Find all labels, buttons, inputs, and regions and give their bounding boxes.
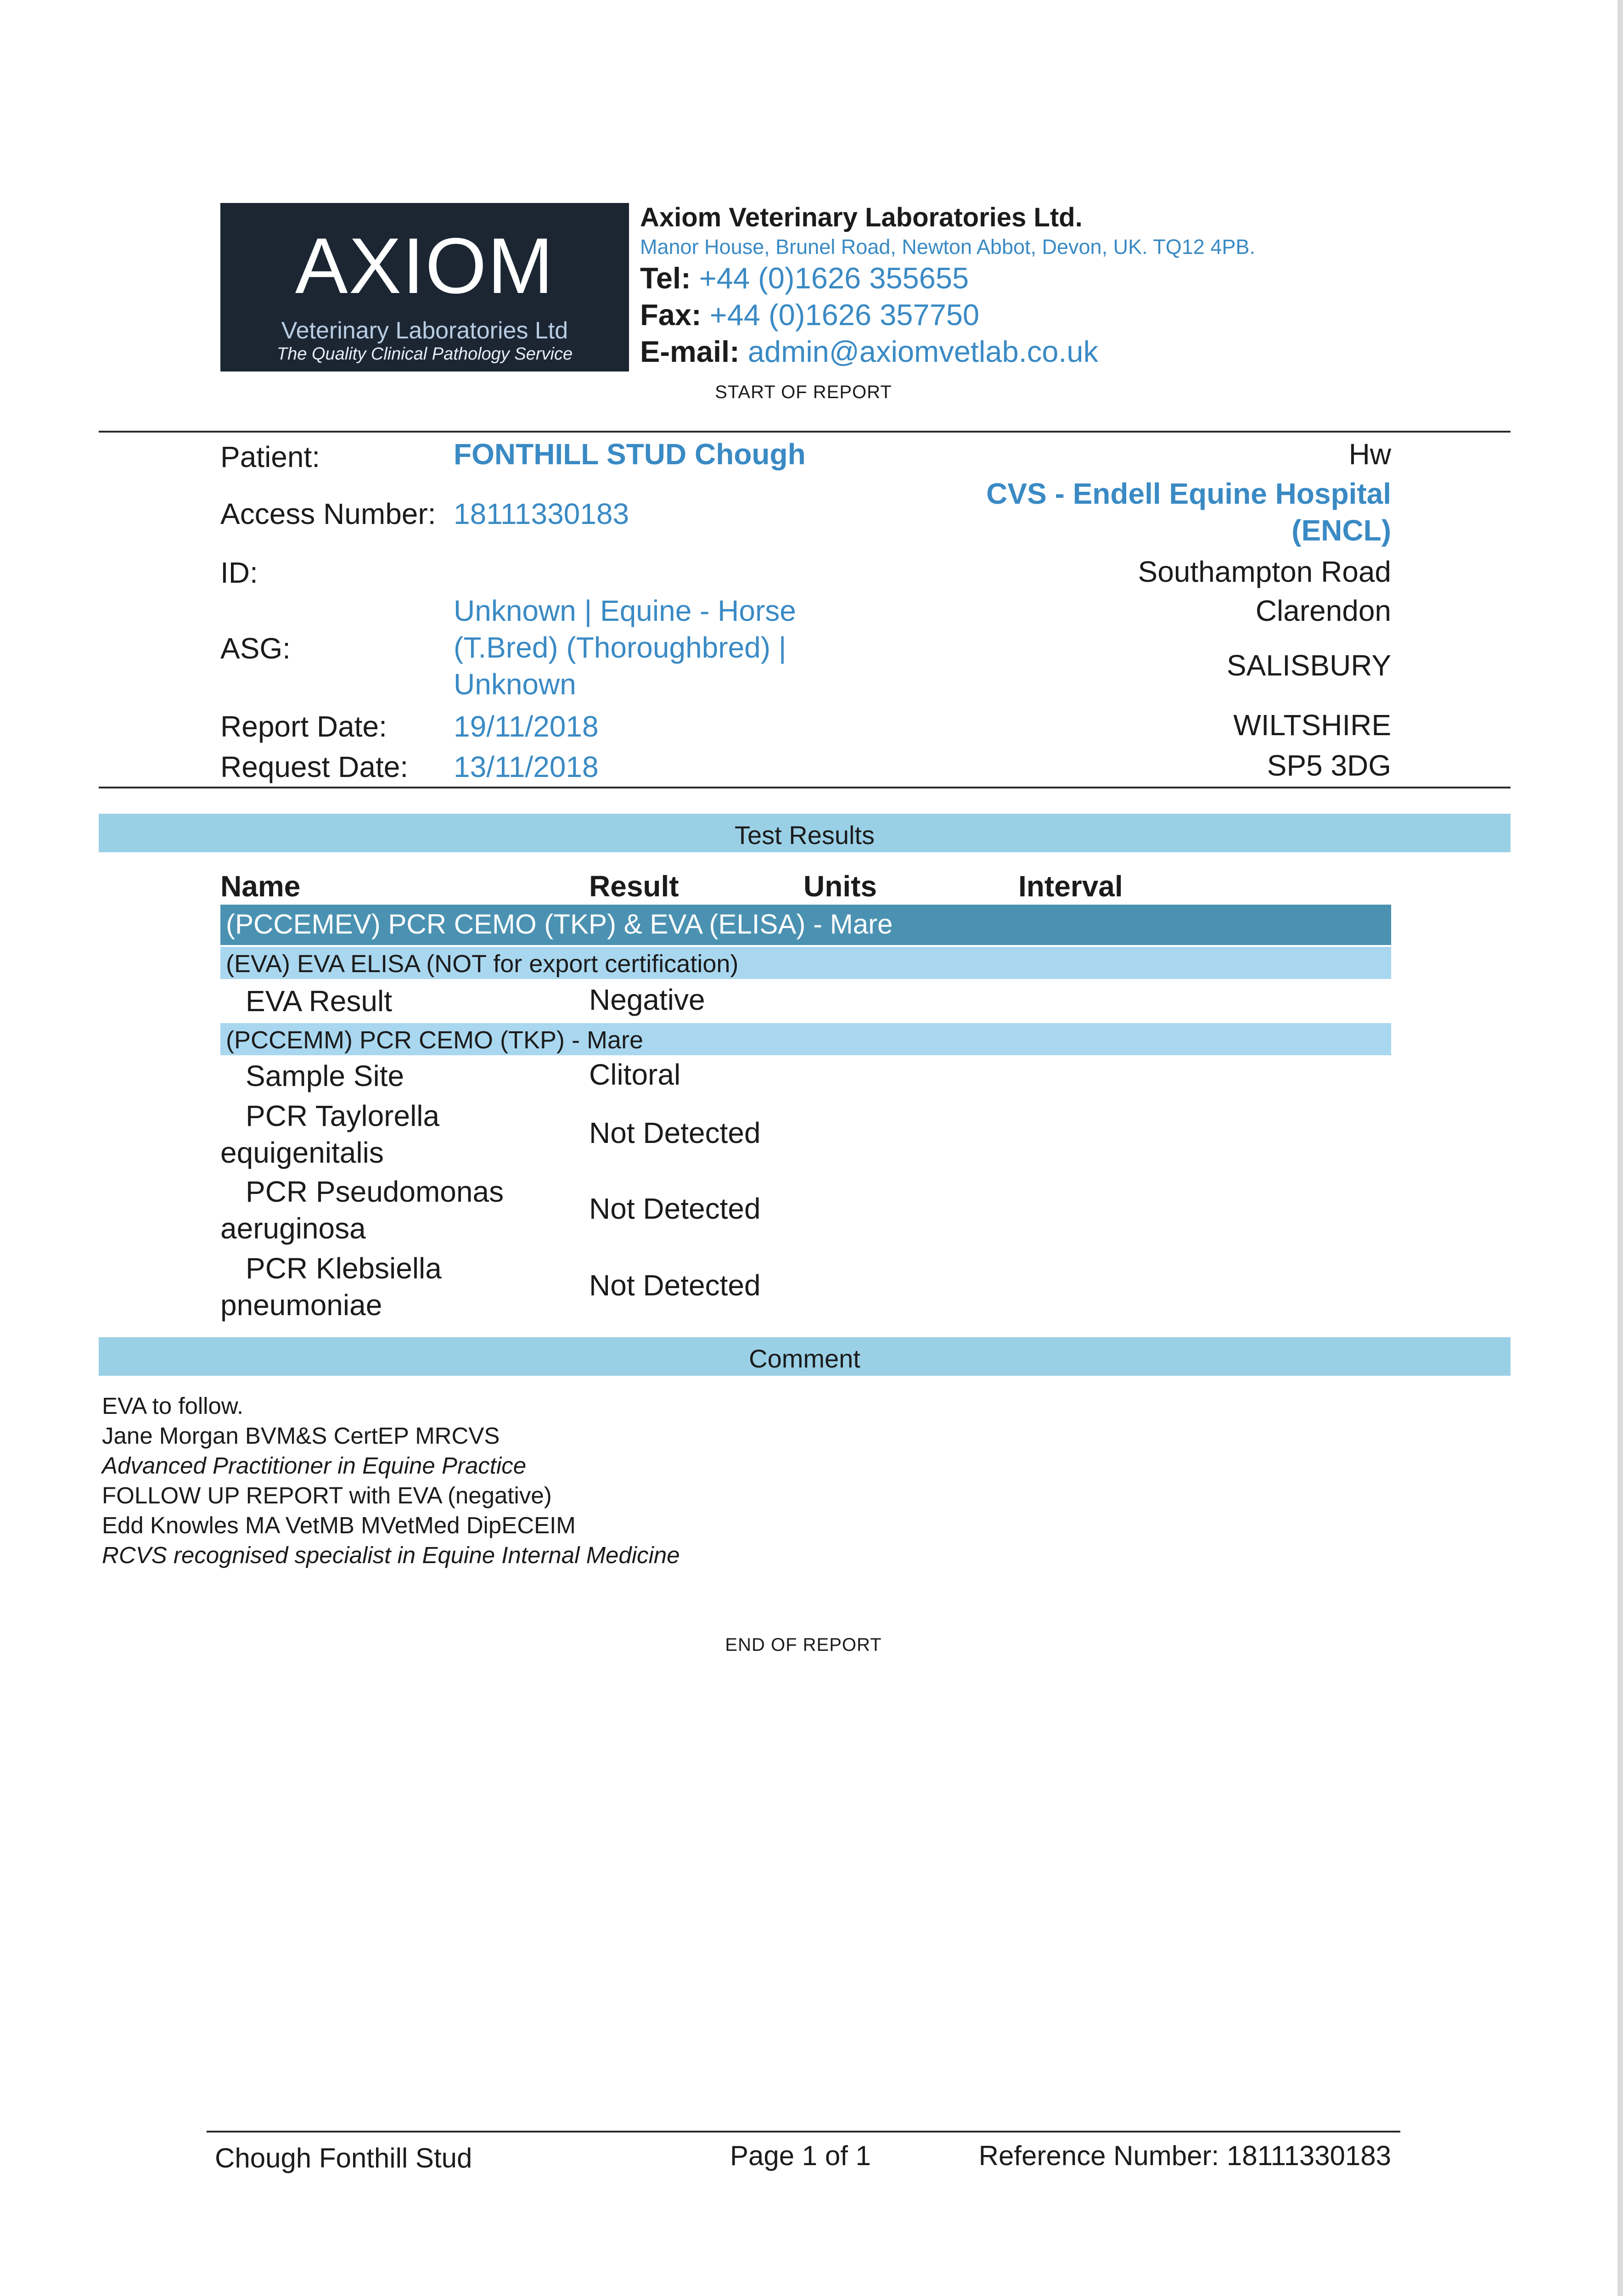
- logo-word: AXIOM: [295, 222, 555, 310]
- col-interval-header: Interval: [1018, 870, 1123, 903]
- col-result-header: Result: [589, 870, 679, 903]
- clinic-name-line2: (ENCL): [1292, 514, 1391, 547]
- result-row-value: Not Detected: [589, 1192, 761, 1225]
- result-row-value: Clitoral: [589, 1058, 681, 1091]
- divider: [99, 431, 1511, 433]
- access-number-value: 18111330183: [454, 497, 629, 530]
- logo-tagline: The Quality Clinical Pathology Service: [276, 344, 573, 364]
- test-group-main: [220, 905, 1391, 945]
- footer-page-number: Page 1 of 1: [730, 2140, 871, 2171]
- asg-label: ASG:: [220, 632, 291, 665]
- comment-band: [99, 1337, 1511, 1376]
- comment-title: Comment: [749, 1344, 860, 1373]
- fax-label: Fax:: [640, 298, 702, 332]
- test-results-title: Test Results: [735, 821, 875, 850]
- id-label: ID:: [220, 556, 258, 589]
- comment-line: EVA to follow.: [102, 1393, 244, 1419]
- request-date-label: Request Date:: [220, 750, 409, 783]
- tel-line: [640, 261, 969, 295]
- test-group-pcr-label: (PCCEMM) PCR CEMO (TKP) - Mare: [226, 1026, 643, 1054]
- email-line: [640, 334, 1098, 369]
- asg-value-line1: Unknown | Equine - Horse: [454, 594, 796, 627]
- test-results-band: [99, 814, 1511, 852]
- col-name-header: Name: [220, 870, 301, 903]
- footer-patient: Chough Fonthill Stud: [215, 2143, 472, 2173]
- result-row-value: Not Detected: [589, 1269, 761, 1302]
- test-group-eva-label: (EVA) EVA ELISA (NOT for export certification): [226, 950, 739, 978]
- result-row-name: PCR Pseudomonas: [246, 1175, 504, 1208]
- request-date-value: 13/11/2018: [454, 750, 599, 783]
- axiom-logo: [220, 203, 629, 371]
- clinic-address-line1: Southampton Road: [1138, 555, 1391, 588]
- clinic-code: Hw: [1348, 438, 1391, 471]
- result-row-name-cont: equigenitalis: [220, 1136, 384, 1169]
- company-address: Manor House, Brunel Road, Newton Abbot, Devon, UK. TQ12 4PB.: [640, 235, 1255, 259]
- clinic-address-line2: Clarendon: [1255, 594, 1391, 627]
- result-row-name: PCR Klebsiella: [246, 1252, 442, 1285]
- test-group-pcr: [220, 1023, 1391, 1055]
- patient-value: FONTHILL STUD Chough: [454, 438, 806, 471]
- fax-line: [640, 298, 979, 332]
- result-row-name-cont: pneumoniae: [220, 1289, 382, 1322]
- comment-line: Edd Knowles MA VetMB MVetMed DipECEIM: [102, 1512, 576, 1538]
- comment-line: RCVS recognised specialist in Equine Internal Medicine: [102, 1542, 680, 1568]
- footer-reference: Reference Number: 18111330183: [978, 2140, 1391, 2171]
- footer-divider: [207, 2131, 1400, 2133]
- clinic-postcode: SP5 3DG: [1267, 749, 1391, 782]
- clinic-name-line1: CVS - Endell Equine Hospital: [986, 477, 1391, 510]
- test-group-eva: [220, 947, 1391, 979]
- test-group-main-label: (PCCEMEV) PCR CEMO (TKP) & EVA (ELISA) - Mare: [226, 909, 893, 940]
- tel-value: +44 (0)1626 355655: [699, 261, 969, 295]
- comment-line: FOLLOW UP REPORT with EVA (negative): [102, 1482, 552, 1508]
- result-row-name: Sample Site: [246, 1059, 404, 1092]
- result-row-name-cont: aeruginosa: [220, 1212, 366, 1245]
- result-row-name: EVA Result: [246, 985, 392, 1018]
- comment-line: Advanced Practitioner in Equine Practice: [102, 1452, 527, 1479]
- fax-value: +44 (0)1626 357750: [709, 298, 980, 332]
- clinic-town: SALISBURY: [1226, 649, 1391, 682]
- asg-value-line2: (T.Bred) (Thoroughbred) |: [454, 631, 786, 664]
- asg-value-line3: Unknown: [454, 668, 576, 701]
- report-date-label: Report Date:: [220, 710, 387, 743]
- clinic-county: WILTSHIRE: [1233, 709, 1391, 742]
- logo-subtitle: Veterinary Laboratories Ltd: [281, 317, 568, 344]
- company-name: Axiom Veterinary Laboratories Ltd.: [640, 203, 1083, 232]
- result-row-name: PCR Taylorella: [246, 1099, 440, 1132]
- email-label: E-mail:: [640, 335, 740, 368]
- email-value[interactable]: admin@axiomvetlab.co.uk: [747, 335, 1099, 368]
- page-edge: [1617, 0, 1623, 2296]
- divider: [99, 787, 1511, 788]
- access-number-label: Access Number:: [220, 497, 436, 530]
- end-of-report: END OF REPORT: [725, 1635, 882, 1655]
- comment-line: Jane Morgan BVM&S CertEP MRCVS: [102, 1423, 500, 1449]
- col-units-header: Units: [803, 870, 877, 903]
- patient-label: Patient:: [220, 440, 320, 473]
- result-row-value: Negative: [589, 983, 705, 1016]
- tel-label: Tel:: [640, 261, 691, 295]
- start-of-report: START OF REPORT: [715, 382, 892, 402]
- report-date-value: 19/11/2018: [454, 710, 599, 743]
- result-row-value: Not Detected: [589, 1116, 761, 1149]
